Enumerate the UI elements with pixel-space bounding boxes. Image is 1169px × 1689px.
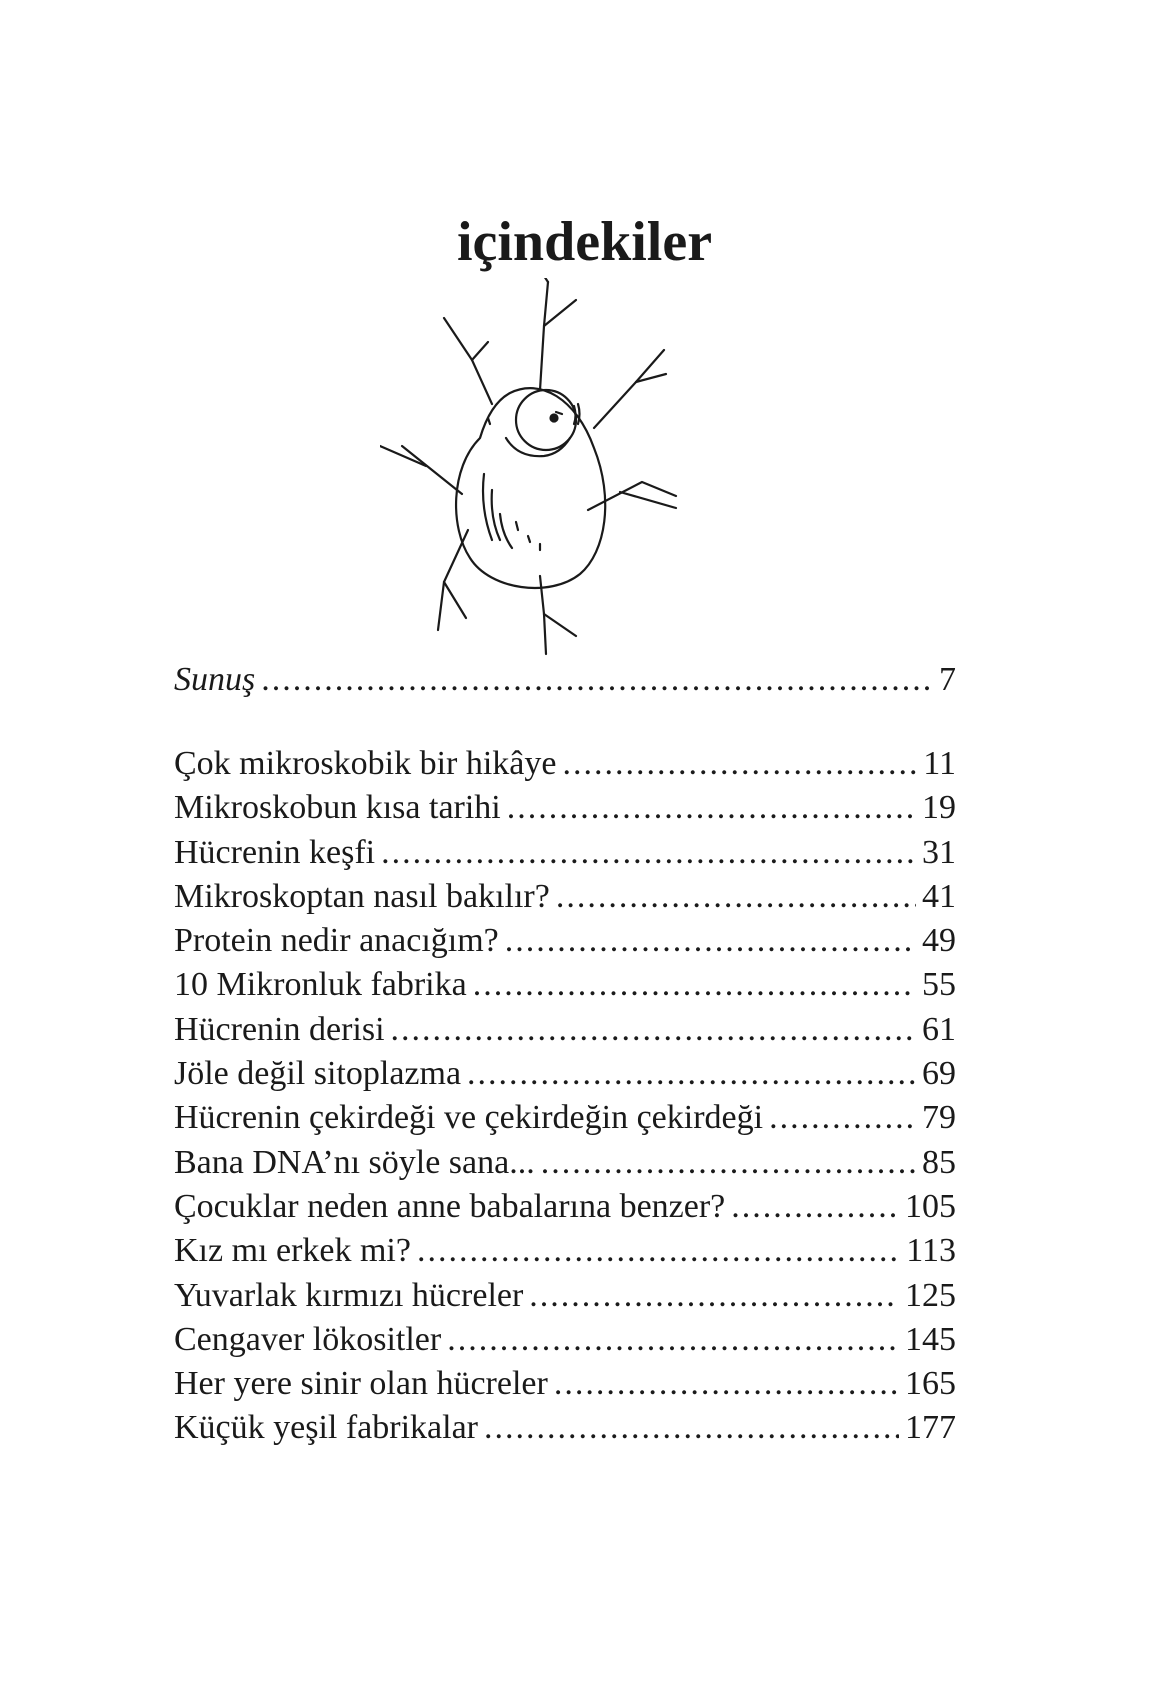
toc-row[interactable] xyxy=(174,1141,956,1185)
toc-page-number: 69 xyxy=(922,1055,956,1093)
toc-entry-label: Çocuklar neden anne babalarına benzer? xyxy=(174,1187,726,1225)
toc-row-sunus[interactable] xyxy=(174,658,956,702)
toc-entry-label: Yuvarlak kırmızı hücreler xyxy=(174,1276,524,1314)
dot-leader xyxy=(473,963,916,1007)
dot-leader xyxy=(484,1406,899,1450)
toc-row[interactable] xyxy=(174,1274,956,1318)
toc-page-number: 165 xyxy=(905,1365,956,1403)
dot-leader xyxy=(467,1052,916,1096)
toc-page-number: 113 xyxy=(906,1232,956,1270)
toc-entry-label: Mikroskoptan nasıl bakılır? xyxy=(174,877,550,915)
toc-row[interactable] xyxy=(174,1185,956,1229)
toc-row[interactable] xyxy=(174,919,956,963)
dot-leader xyxy=(529,1274,899,1318)
toc-row[interactable] xyxy=(174,1008,956,1052)
toc-entry-label: Hücrenin çekirdeği ve çekirdeğin çekirdeği xyxy=(174,1099,764,1137)
dot-leader xyxy=(261,658,933,702)
toc-page-number: 61 xyxy=(922,1010,956,1048)
toc-page-number: 177 xyxy=(905,1409,956,1447)
toc-page-number: 19 xyxy=(922,789,956,827)
dot-leader xyxy=(381,831,916,875)
toc-page-number: 79 xyxy=(922,1099,956,1137)
dot-leader xyxy=(507,786,916,830)
toc-row[interactable] xyxy=(174,1318,956,1362)
toc-entry-label: Bana DNA’nı söyle sana... xyxy=(174,1143,535,1181)
toc-page-number: 55 xyxy=(922,966,956,1004)
dot-leader xyxy=(554,1362,899,1406)
toc-page-number: 49 xyxy=(922,922,956,960)
cell-cartoon-icon xyxy=(380,278,740,656)
toc-entry-label: Mikroskobun kısa tarihi xyxy=(174,789,501,827)
toc-entry-label: Küçük yeşil fabrikalar xyxy=(174,1409,478,1447)
toc-entry-label: Cengaver lökositler xyxy=(174,1320,442,1358)
toc-row[interactable] xyxy=(174,1406,956,1450)
page-title: içindekiler xyxy=(456,211,713,273)
toc-row[interactable] xyxy=(174,1096,956,1140)
toc-page-number: 41 xyxy=(922,877,956,915)
dot-leader xyxy=(505,919,916,963)
dot-leader xyxy=(391,1008,916,1052)
toc-row[interactable] xyxy=(174,786,956,830)
toc-intro xyxy=(174,658,956,702)
toc-row[interactable] xyxy=(174,742,956,786)
toc-entry-label: Çok mikroskobik bir hikâye xyxy=(174,745,557,782)
dot-leader xyxy=(447,1318,899,1362)
toc-entry-label: 10 Mikronluk fabrika xyxy=(174,966,467,1004)
toc-entry-label: Her yere sinir olan hücreler xyxy=(174,1365,548,1403)
dot-leader xyxy=(562,742,917,786)
toc-entry-label: Jöle değil sitoplazma xyxy=(174,1055,462,1093)
toc-row[interactable] xyxy=(174,1052,956,1096)
toc-list xyxy=(174,742,956,1451)
toc-row[interactable] xyxy=(174,1362,956,1406)
toc-page-number: 105 xyxy=(905,1187,956,1225)
toc-row[interactable] xyxy=(174,875,956,919)
toc-entry-label: Sunuş xyxy=(174,661,256,698)
toc-page-number: 145 xyxy=(905,1320,956,1358)
dot-leader xyxy=(541,1141,916,1185)
toc-entry-label: Protein nedir anacığım? xyxy=(174,922,499,960)
toc-row[interactable] xyxy=(174,831,956,875)
toc-entry-label: Kız mı erkek mi? xyxy=(174,1232,411,1270)
toc-page-number: 7 xyxy=(939,661,956,698)
toc-entry-label: Hücrenin keşfi xyxy=(174,833,376,871)
toc-page-number: 31 xyxy=(922,833,956,871)
dot-leader xyxy=(556,875,916,919)
toc-entry-label: Hücrenin derisi xyxy=(174,1010,385,1048)
dot-leader xyxy=(417,1229,900,1273)
dot-leader xyxy=(731,1185,899,1229)
toc-row[interactable] xyxy=(174,963,956,1007)
toc-page-number: 85 xyxy=(922,1143,956,1181)
toc-row[interactable] xyxy=(174,1229,956,1273)
dot-leader xyxy=(769,1096,916,1140)
toc-page-number: 125 xyxy=(905,1276,956,1314)
toc-page-number: 11 xyxy=(923,745,956,782)
